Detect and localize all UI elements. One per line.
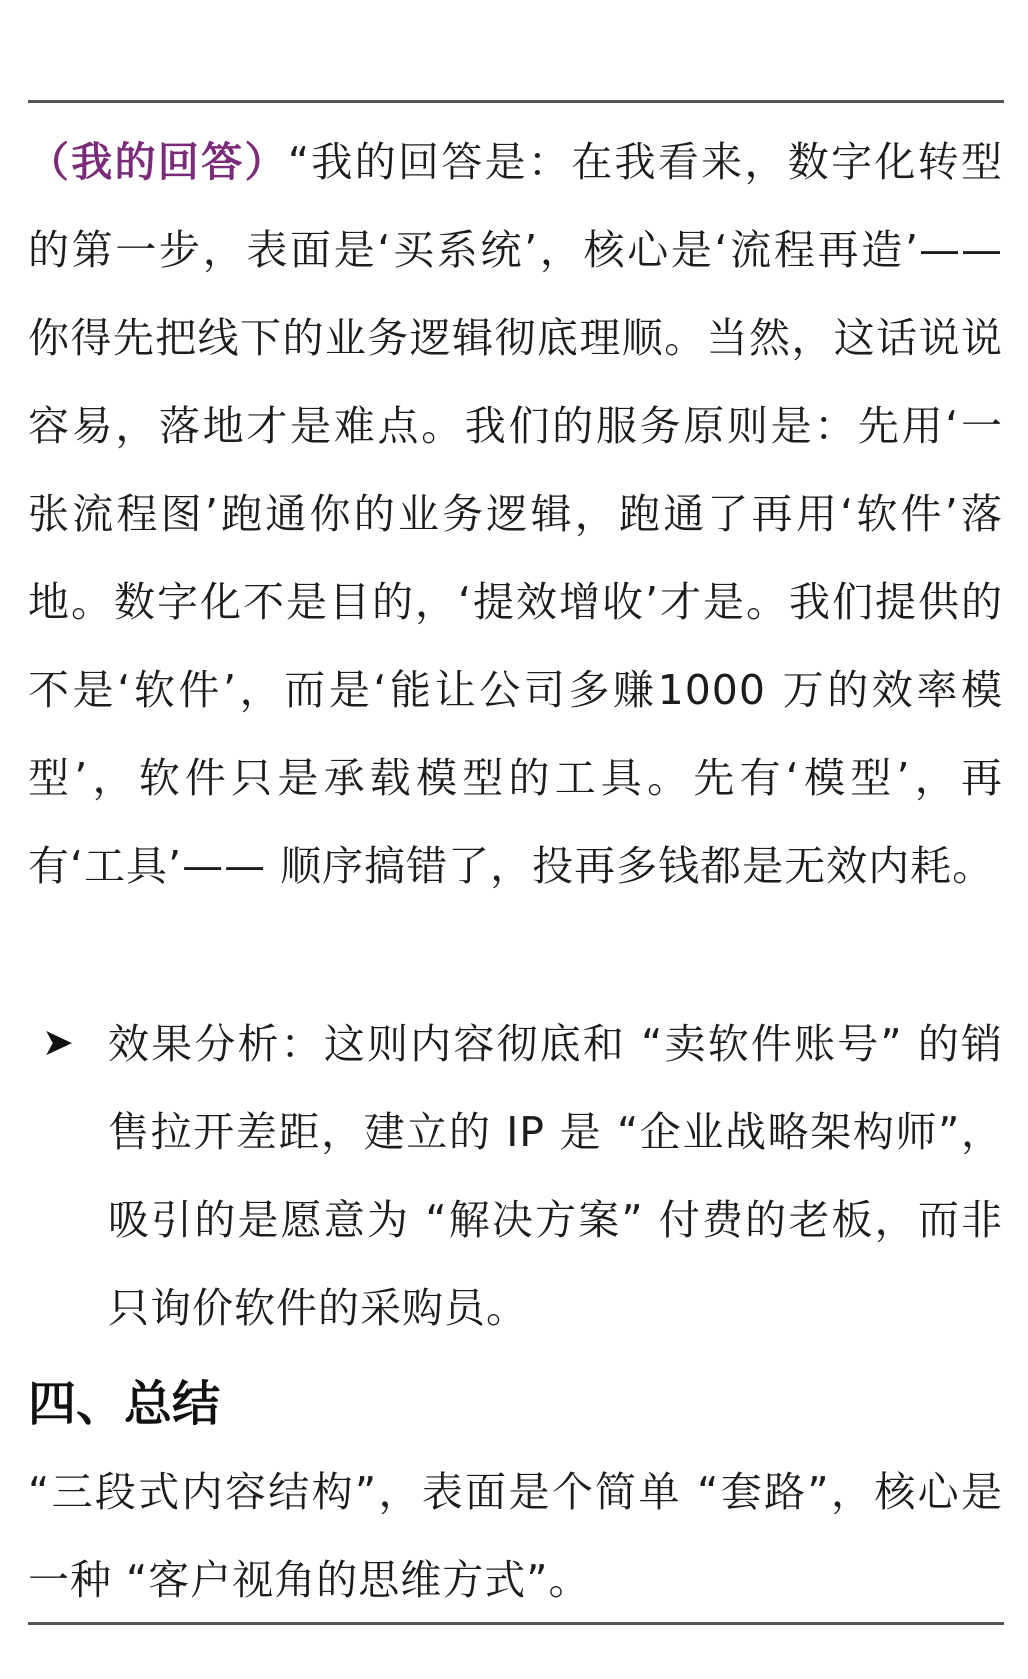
effect-analysis-bullet xyxy=(28,1000,1003,1352)
bottom-divider xyxy=(28,1622,1004,1625)
top-divider xyxy=(28,100,1004,103)
section-heading: 四、总结 xyxy=(28,1376,221,1432)
summary-paragraph: “三段式内容结构”，表面是个简单 “套路”，核心是一种 “客户视角的思维方式”。 xyxy=(28,1468,1003,1604)
arrow-bullet-icon: ➤ xyxy=(42,1020,74,1064)
answer-tag: （我的回答） xyxy=(28,138,288,186)
effect-analysis-text: 效果分析：这则内容彻底和 “卖软件账号” 的销售拉开差距，建立的 IP 是 “企业战略架构师”，吸引的是愿意为 “解决方案” 付费的老板，而非只询价软件的采购员。 xyxy=(108,1020,1003,1332)
answer-paragraph xyxy=(28,118,1003,910)
answer-text: “我的回答是：在我看来，数字化转型的第一步，表面是‘买系统’，核心是‘流程再造’—— 你得先把线下的业务逻辑彻底理顺。当然，这话说说容易，落地才是难点。我们的服务原则是：先用‘一张流程图’跑通你的业务逻辑，跑通了再用‘软件’落地。数字化不是目的，‘提效增收’才是。我们提供的不是‘软件’，而是‘能让公司多赚1000 万的效率模型’，软件只是承载模型的工具。先有‘模型’，再有‘工具’—— 顺序搞错了，投再多钱都是无效内耗。 xyxy=(28,138,1003,890)
